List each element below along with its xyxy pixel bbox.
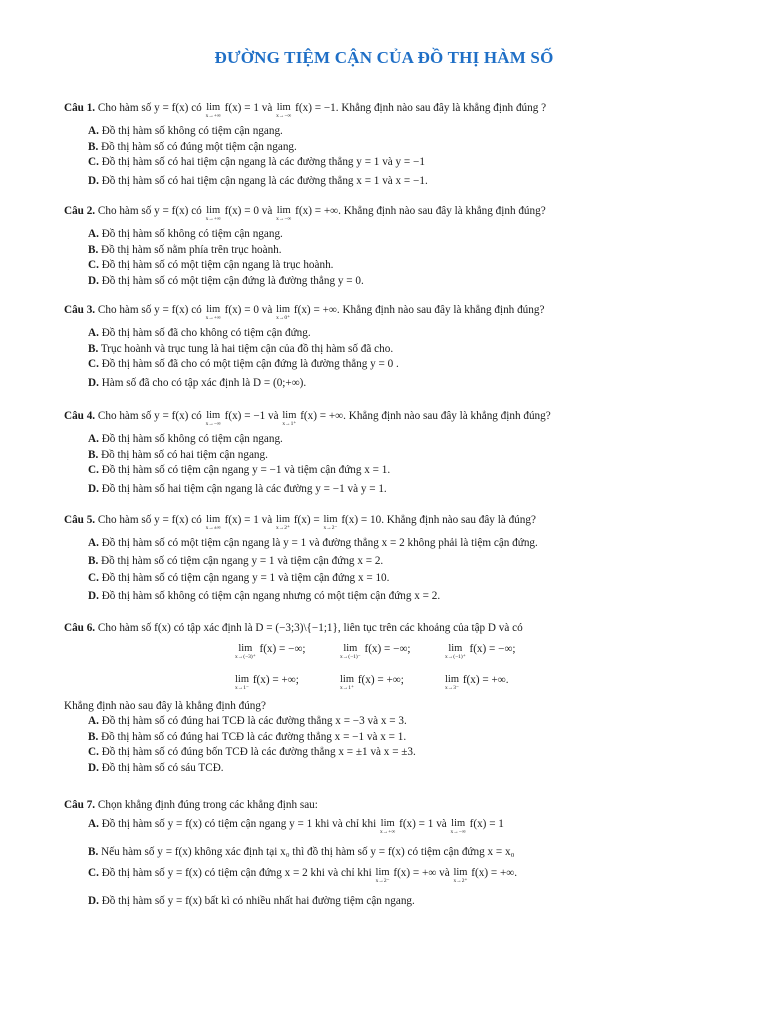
limit: lim x→−∞: [276, 205, 292, 222]
option-d[interactable]: D. Đồ thị hàm số có một tiệm cận đứng là đường thẳng y = 0.: [88, 274, 364, 287]
option-d[interactable]: D. Đồ thị hàm số không có tiệm cận ngang nhưng có một tiệm cận đứng x = 2.: [88, 589, 441, 602]
limit: lim x→3⁻: [445, 673, 460, 691]
question-prompt: Khẳng định nào sau đây là khẳng định đúng?: [64, 699, 266, 712]
option-d[interactable]: D. Đồ thị hàm số hai tiệm cận ngang là các đường y = −1 và y = 1.: [88, 482, 387, 495]
option-a[interactable]: A. Đồ thị hàm số không có tiệm cận ngang.: [88, 125, 283, 137]
option-d[interactable]: D. Đồ thị hàm số có hai tiệm cận ngang là các đường thẳng x = 1 và x = −1.: [88, 174, 428, 187]
option-c[interactable]: C. Đồ thị hàm số có đúng bốn TCĐ là các đường thẳng x = ±1 và x = ±3.: [88, 746, 416, 758]
limit: lim x→+∞: [205, 205, 221, 222]
question-stem: Câu 7. Chọn khẳng định đúng trong các khẳng định sau:: [64, 799, 318, 811]
limit: lim x→(−3)⁺: [235, 642, 256, 660]
limit: lim x→2⁺: [453, 867, 468, 884]
limit: lim x→1⁻: [235, 673, 250, 691]
option-d[interactable]: D. Hàm số đã cho có tập xác định là D = (0;+∞).: [88, 376, 307, 389]
option-d[interactable]: D. Đồ thị hàm số có sáu TCĐ.: [88, 761, 224, 774]
question-stem: Câu 1. Cho hàm số y = f(x) có lim x→+∞ f(x) = 1 và lim x→−∞ f(x) = −1. Khẳng định nào sau đây là khẳng định đúng ?: [64, 102, 547, 119]
question-stem: Câu 4. Cho hàm số y = f(x) có lim x→−∞ f(x) = −1 và lim x→1⁺ f(x) = +∞. Khẳng định nào sau đây là khẳng định đúng?: [64, 410, 551, 427]
limit: lim x→2⁻: [323, 514, 338, 531]
question-2: [64, 204, 724, 289]
option-d[interactable]: D. Đồ thị hàm số y = f(x) bất kì có nhiều nhất hai đường tiệm cận ngang.: [88, 895, 415, 907]
question-stem: Câu 2. Cho hàm số y = f(x) có lim x→+∞ f(x) = 0 và lim x→−∞ f(x) = +∞. Khẳng định nào sau đây là khẳng định đúng?: [64, 205, 546, 222]
option-a[interactable]: A. Đồ thị hàm số không có tiệm cận ngang.: [88, 228, 283, 240]
limit: lim x→±∞: [205, 514, 221, 531]
question-5: [64, 513, 724, 604]
limit: lim x→1⁺: [282, 410, 297, 427]
option-a[interactable]: A. Đồ thị hàm số không có tiệm cận ngang.: [88, 433, 283, 445]
question-1: [64, 101, 724, 189]
limit: lim x→2⁺: [276, 514, 291, 531]
page-title: ĐƯỜNG TIỆM CẬN CỦA ĐỒ THỊ HÀM SỐ: [214, 48, 554, 67]
option-c[interactable]: C. Đồ thị hàm số y = f(x) có tiệm cận đứng x = 2 khi và chỉ khi lim x→2⁻ f(x) = +∞ và lim x→2⁺ f(x) = +∞.: [88, 867, 518, 884]
limit: lim x→1⁺: [340, 673, 355, 691]
option-b[interactable]: B. Đồ thị hàm số có đúng một tiệm cận ngang.: [88, 140, 297, 153]
limit: lim x→(−1)⁺: [445, 642, 466, 660]
option-b[interactable]: B. Nếu hàm số y = f(x) không xác định tại x₀ thì đồ thị hàm số y = f(x) có tiệm cận đứng x = x₀: [88, 845, 515, 858]
limit: lim x→−∞: [276, 102, 292, 119]
option-a[interactable]: A. Đồ thị hàm số đã cho không có tiệm cận đứng.: [88, 327, 311, 339]
option-a[interactable]: A. Đồ thị hàm số có đúng hai TCĐ là các đường thẳng x = −3 và x = 3.: [88, 715, 407, 727]
limit: lim x→−∞: [205, 410, 221, 427]
limit: lim x→2⁻: [375, 867, 390, 884]
question-3: [64, 303, 724, 391]
question-stem: Câu 3. Cho hàm số y = f(x) có lim x→+∞ f(x) = 0 và lim x→0⁺ f(x) = +∞. Khẳng định nào sau đây là khẳng định đúng?: [64, 304, 545, 321]
limit: lim x→+∞: [380, 817, 396, 835]
limit: lim x→+∞: [205, 304, 221, 321]
option-b[interactable]: B. Đồ thị hàm số có tiệm cận ngang y = 1 và tiệm cận đứng x = 2.: [88, 554, 384, 567]
limit: lim x→(−1)⁻: [340, 642, 361, 660]
question-stem: Câu 5. Cho hàm số y = f(x) có lim x→±∞ f(x) = 1 và lim x→2⁺ f(x) = lim x→2⁻ f(x) = 10. Khẳng định nào sau đây là đúng?: [64, 514, 536, 531]
option-a[interactable]: A. Đồ thị hàm số có một tiệm cận ngang là y = 1 và đường thẳng x = 2 không phải là tiệm cận đứng.: [88, 537, 538, 549]
option-b[interactable]: B. Trục hoành và trục tung là hai tiệm cận của đồ thị hàm số đã cho.: [88, 342, 394, 355]
limit: lim x→+∞: [205, 102, 221, 119]
question-label: Câu 1.: [64, 102, 96, 114]
option-c[interactable]: C. Đồ thị hàm số có hai tiệm cận ngang là các đường thẳng y = 1 và y = −1: [88, 156, 425, 168]
question-6: [64, 621, 724, 776]
option-b[interactable]: B. Đồ thị hàm số có hai tiệm cận ngang.: [88, 448, 268, 461]
question-4: [64, 409, 724, 497]
option-b[interactable]: B. Đồ thị hàm số nằm phía trên trục hoành.: [88, 243, 282, 256]
option-c[interactable]: C. Đồ thị hàm số có tiệm cận ngang y = −1 và tiệm cận đứng x = 1.: [88, 464, 391, 476]
option-c[interactable]: C. Đồ thị hàm số có tiệm cận ngang y = 1 và tiệm cận đứng x = 10.: [88, 572, 390, 584]
limits-row: lim x→(−3)⁺ f(x) = −∞; lim x→(−1)⁻ f(x) = −∞; lim x→(−1)⁺ f(x) = −∞;: [235, 642, 516, 660]
limit: lim x→0⁺: [276, 304, 291, 321]
option-c[interactable]: C. Đồ thị hàm số có một tiệm cận ngang là trục hoành.: [88, 259, 334, 271]
option-a[interactable]: A. Đồ thị hàm số y = f(x) có tiệm cận ngang y = 1 khi và chỉ khi lim x→+∞ f(x) = 1 và lim x→−∞ f(x) = 1: [88, 817, 504, 835]
limits-row: lim x→1⁻ f(x) = +∞; lim x→1⁺ f(x) = +∞; lim x→3⁻ f(x) = +∞.: [235, 673, 509, 691]
limit: lim x→−∞: [450, 817, 466, 835]
option-b[interactable]: B. Đồ thị hàm số có đúng hai TCĐ là các đường thẳng x = −1 và x = 1.: [88, 730, 407, 743]
option-c[interactable]: C. Đồ thị hàm số đã cho có một tiệm cận đứng là đường thẳng y = 0 .: [88, 358, 399, 370]
question-stem: Câu 6. Cho hàm số f(x) có tập xác định là D = (−3;3)\{−1;1}, liên tục trên các khoảng của tập D và có: [64, 622, 523, 634]
question-7: [64, 798, 724, 910]
